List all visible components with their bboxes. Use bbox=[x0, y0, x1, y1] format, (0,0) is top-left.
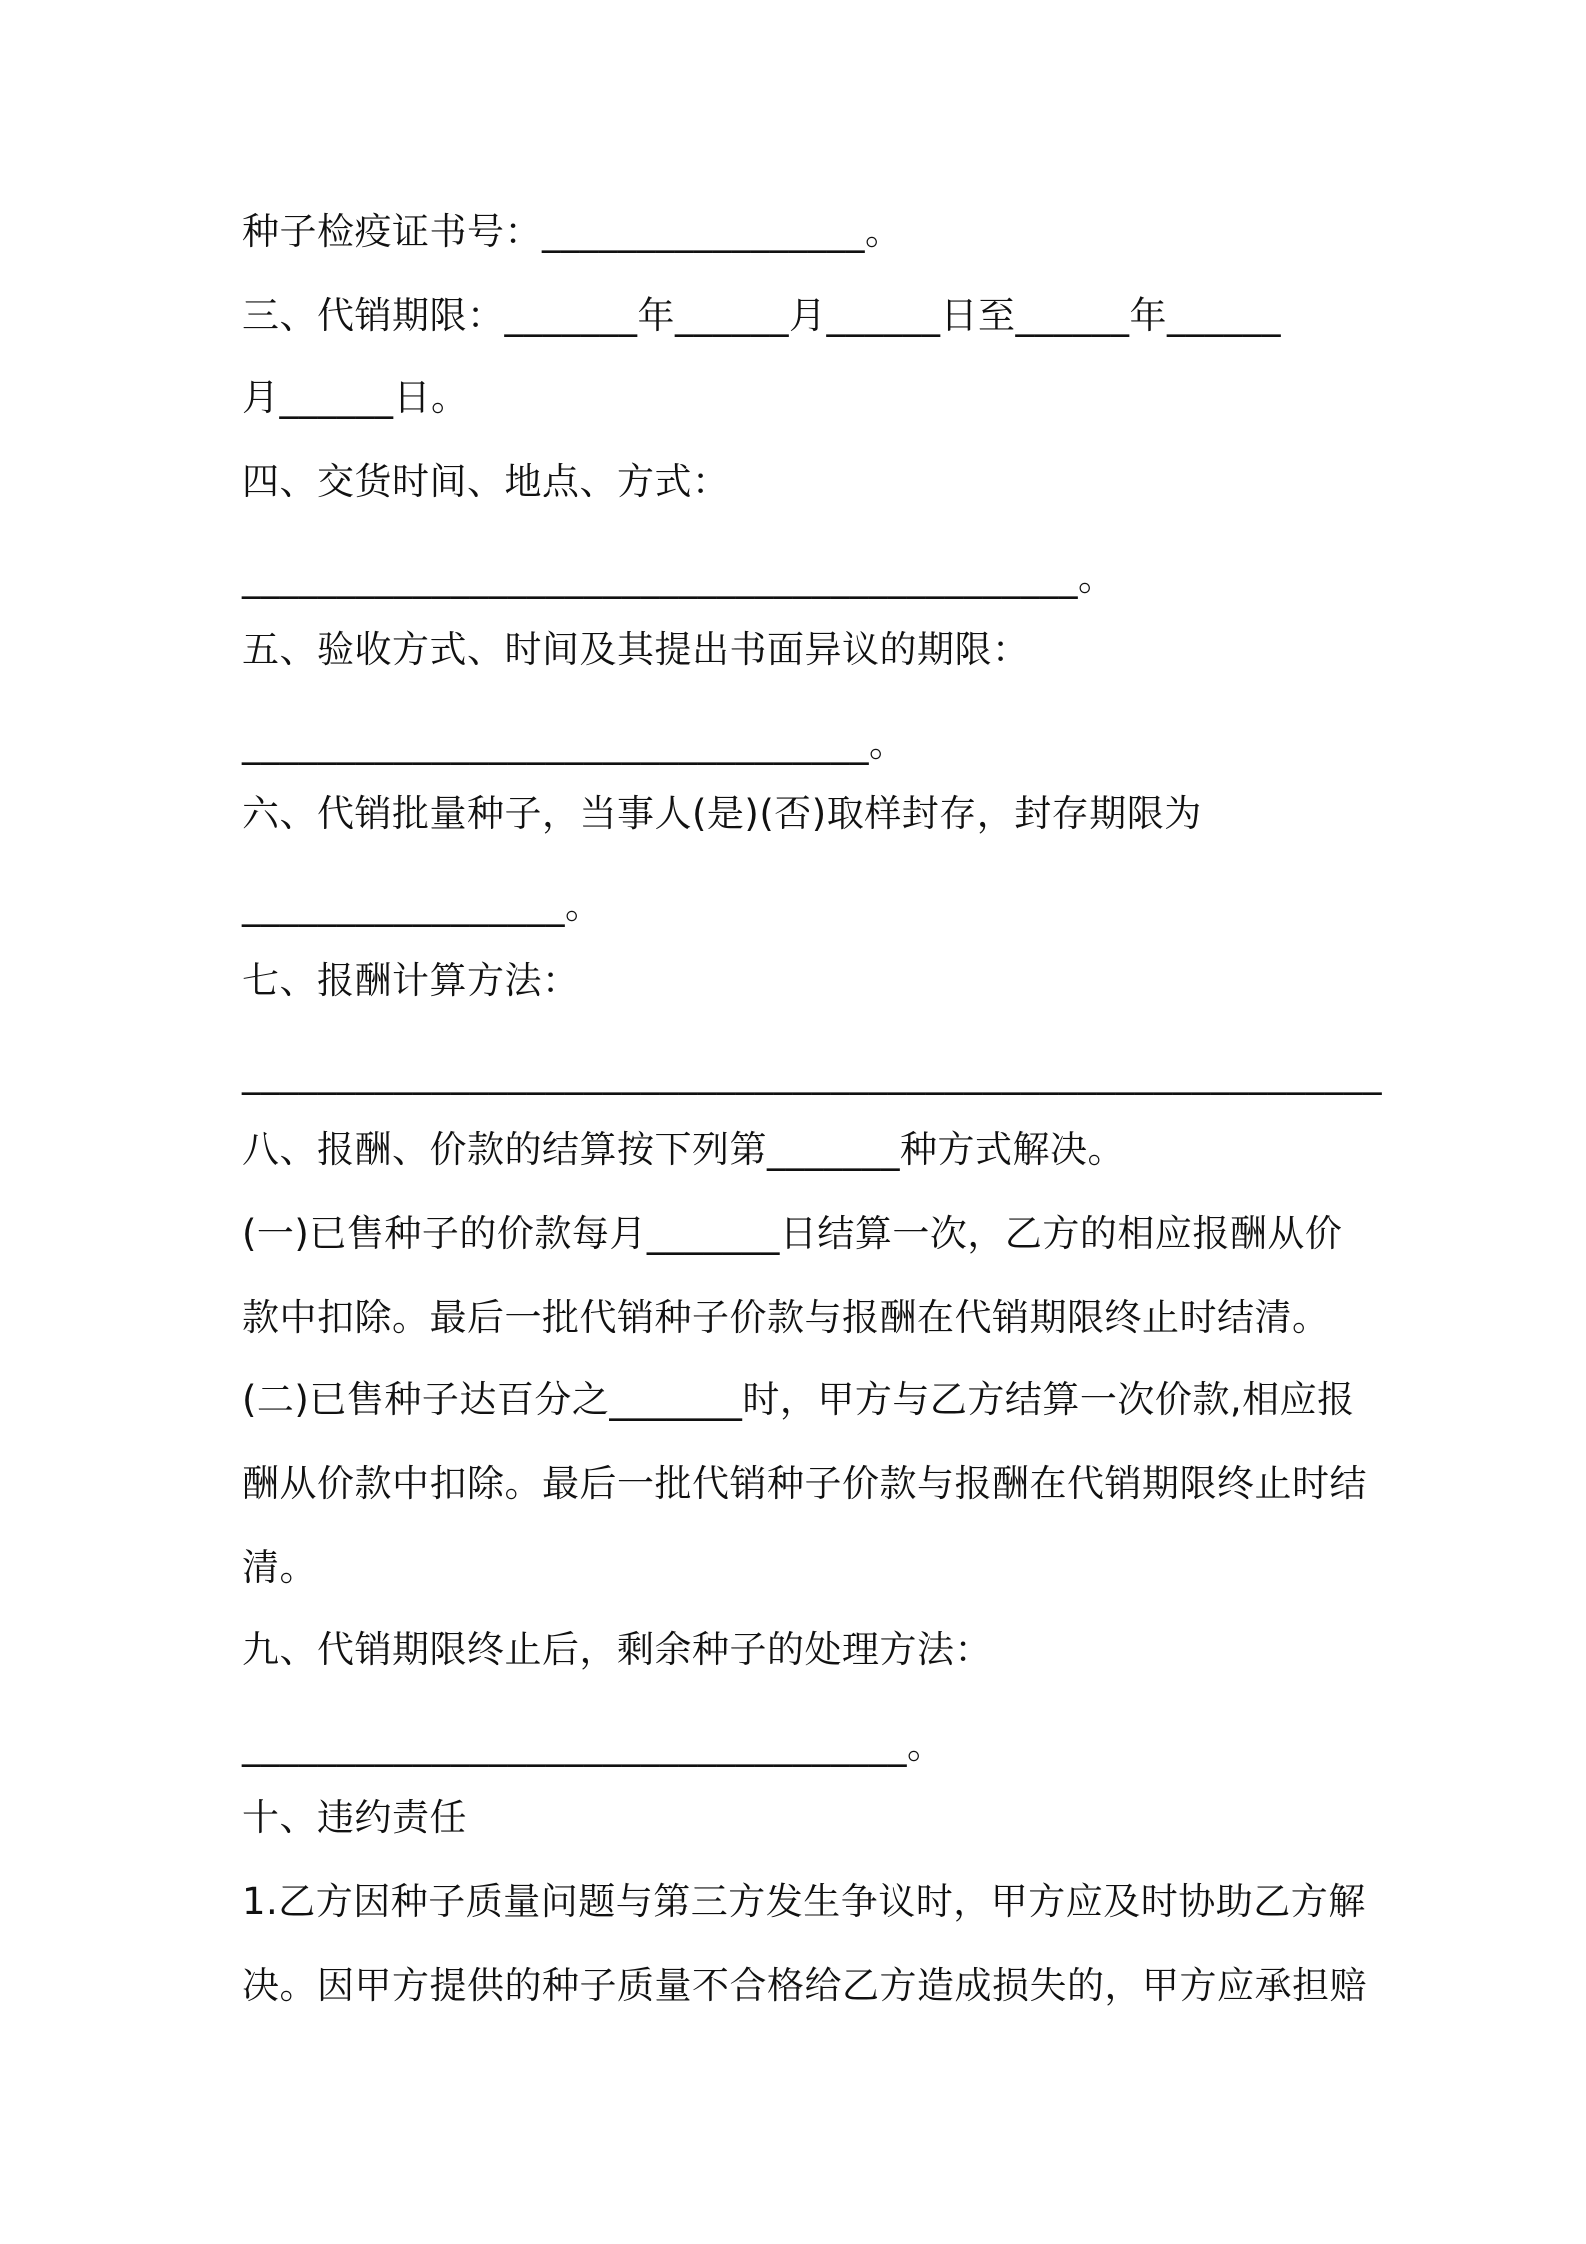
clause-4-blank-line: ____________________________________________。 bbox=[242, 556, 1116, 599]
seed-quarantine-certificate-line: 种子检疫证书号：_________________。 bbox=[242, 210, 903, 253]
clause-9-blank-line: ___________________________________。 bbox=[242, 1724, 945, 1767]
clause-8-option-2-line-1: (二)已售种子达百分之_______时，甲方与乙方结算一次价款,相应报 bbox=[242, 1378, 1355, 1421]
clause-5-acceptance-heading: 五、验收方式、时间及其提出书面异议的期限： bbox=[242, 628, 1030, 671]
clause-7-remuneration-heading: 七、报酬计算方法： bbox=[242, 959, 580, 1002]
clause-6-sampling-line: 六、代销批量种子，当事人(是)(否)取样封存，封存期限为 bbox=[242, 792, 1202, 835]
clause-3-consignment-period: 三、代销期限：_______年______月______日至______年______ bbox=[242, 294, 1281, 337]
clause-5-blank-line: _________________________________。 bbox=[242, 722, 907, 765]
clause-8-option-2-line-2: 酬从价款中扣除。最后一批代销种子价款与报酬在代销期限终止时结 bbox=[242, 1462, 1367, 1505]
clause-9-remaining-seed-heading: 九、代销期限终止后，剩余种子的处理方法： bbox=[242, 1628, 992, 1671]
clause-7-blank-line: ____________________________________________________________ bbox=[242, 1052, 1382, 1095]
clause-10-item-1-line-1: 1.乙方因种子质量问题与第三方发生争议时，甲方应及时协助乙方解 bbox=[242, 1880, 1366, 1923]
clause-8-option-1-line-1: (一)已售种子的价款每月_______日结算一次，乙方的相应报酬从价 bbox=[242, 1212, 1343, 1255]
clause-8-option-2-line-3: 清。 bbox=[242, 1546, 317, 1589]
clause-3-consignment-period-cont: 月______日。 bbox=[242, 376, 469, 419]
clause-8-option-1-line-2: 款中扣除。最后一批代销种子价款与报酬在代销期限终止时结清。 bbox=[242, 1296, 1330, 1339]
clause-4-delivery-heading: 四、交货时间、地点、方式： bbox=[242, 460, 730, 503]
clause-10-liability-heading: 十、违约责任 bbox=[242, 1796, 467, 1839]
clause-8-settlement-line: 八、报酬、价款的结算按下列第_______种方式解决。 bbox=[242, 1128, 1125, 1171]
clause-10-item-1-line-2: 决。因甲方提供的种子质量不合格给乙方造成损失的，甲方应承担赔 bbox=[242, 1964, 1367, 2007]
clause-6-blank-line: _________________。 bbox=[242, 884, 603, 927]
